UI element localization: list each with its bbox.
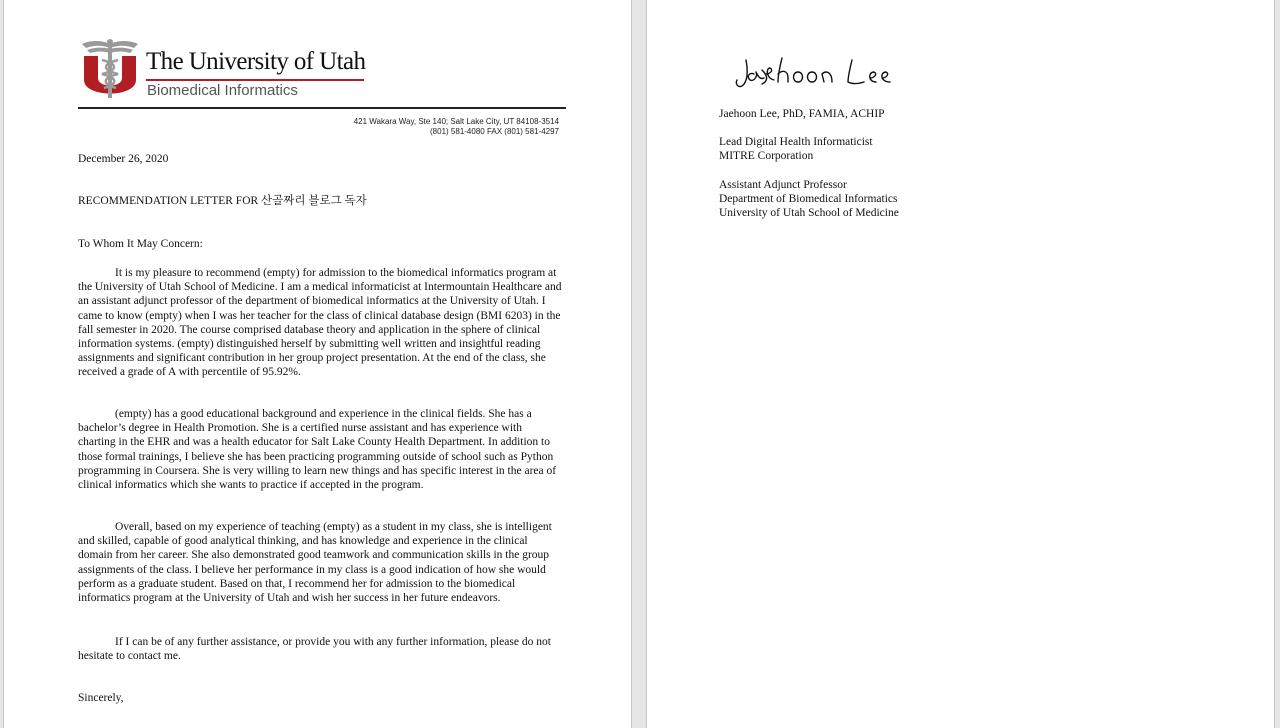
signer-org-1: MITRE Corporation — [719, 150, 814, 163]
handwritten-signature — [732, 52, 902, 92]
address-line-1: 421 Wakara Way, Ste 140; Salt Lake City, UT 84108-3514 — [353, 117, 559, 126]
letter-paragraph-3: Overall, based on my experience of teaching (empty) as a student in my class, she is intelligent and skilled, capable of good analytical thinking, and has knowledge and experience in the clinical domain from her career. She also demonstrated good teamwork and communication skills in the group assignments of the class. I believe her performance in my class is a good indication of how she would perform as a graduate student. Based on that, I recommend her for admission to the biomedical informatics program at the University of Utah and wish her success in her future endeavors. — [78, 521, 552, 605]
letter-subject: RECOMMENDATION LETTER FOR 산골짜리 블로그 독자 — [78, 195, 367, 207]
letter-paragraph-2: (empty) has a good educational background and experience in the clinical fields. She has a bachelor’s degree in Health Promotion. She is a certified nurse assistant and has experience with charting in the EHR and was a health educator for Salt Lake County Health Department. In addition to those formal trainings, I believe she has been practicing programming outside of school such as Python programming in Coursera. She is very willing to learn new things and has specific interest in the area of clinical informatics which she wants to practice if accepted in the program. — [78, 408, 557, 492]
letterhead-divider — [78, 107, 566, 109]
letter-closing: Sincerely, — [78, 692, 124, 704]
university-logo-icon — [80, 38, 140, 104]
signer-position-1 — [719, 135, 1019, 163]
letter-date: December 26, 2020 — [78, 153, 169, 165]
department-name: Biomedical Informatics — [147, 82, 298, 99]
signer-name: Jaehoon Lee, PhD, FAMIA, ACHIP — [719, 108, 885, 120]
letter-paragraph-4: If I can be of any further assistance, or provide you with any further information, please do not hesitate to contact me. — [78, 636, 551, 663]
signer-org-2: University of Utah School of Medicine — [719, 207, 899, 220]
letterhead-address — [354, 117, 559, 137]
address-line-2: (801) 581-4080 FAX (801) 581-4297 — [430, 127, 559, 136]
signer-position-2 — [719, 178, 1019, 221]
signer-title-2: Assistant Adjunct Professor — [719, 179, 847, 191]
university-name-rule — [146, 79, 364, 81]
signer-title-1: Lead Digital Health Informaticist — [719, 136, 873, 148]
letter-paragraph-1: It is my pleasure to recommend (empty) for admission to the biomedical informatics program at the University of Utah School of Medicine. I am a medical informaticist at Intermountain Healthcare and an assistant adjunct professor of the department of biomedical informatics at the University of Utah. I came to know (empty) when I was her teacher for the class of clinical database design (BMI 6203) in the fall semester in 2020. The course comprised database theory and application in the sphere of clinical information systems. (empty) distinguished herself by submitting well written and insightful reading assignments and significant contribution in her group project presentation. At the end of the class, she received a grade of A with percentile of 95.92%. — [78, 267, 562, 379]
signer-dept-2: Department of Biomedical Informatics — [719, 193, 898, 206]
letter-page-1 — [4, 0, 631, 728]
letter-greeting: To Whom It May Concern: — [78, 238, 203, 250]
letter-page-2 — [647, 0, 1274, 728]
university-name: The University of Utah — [146, 48, 366, 75]
